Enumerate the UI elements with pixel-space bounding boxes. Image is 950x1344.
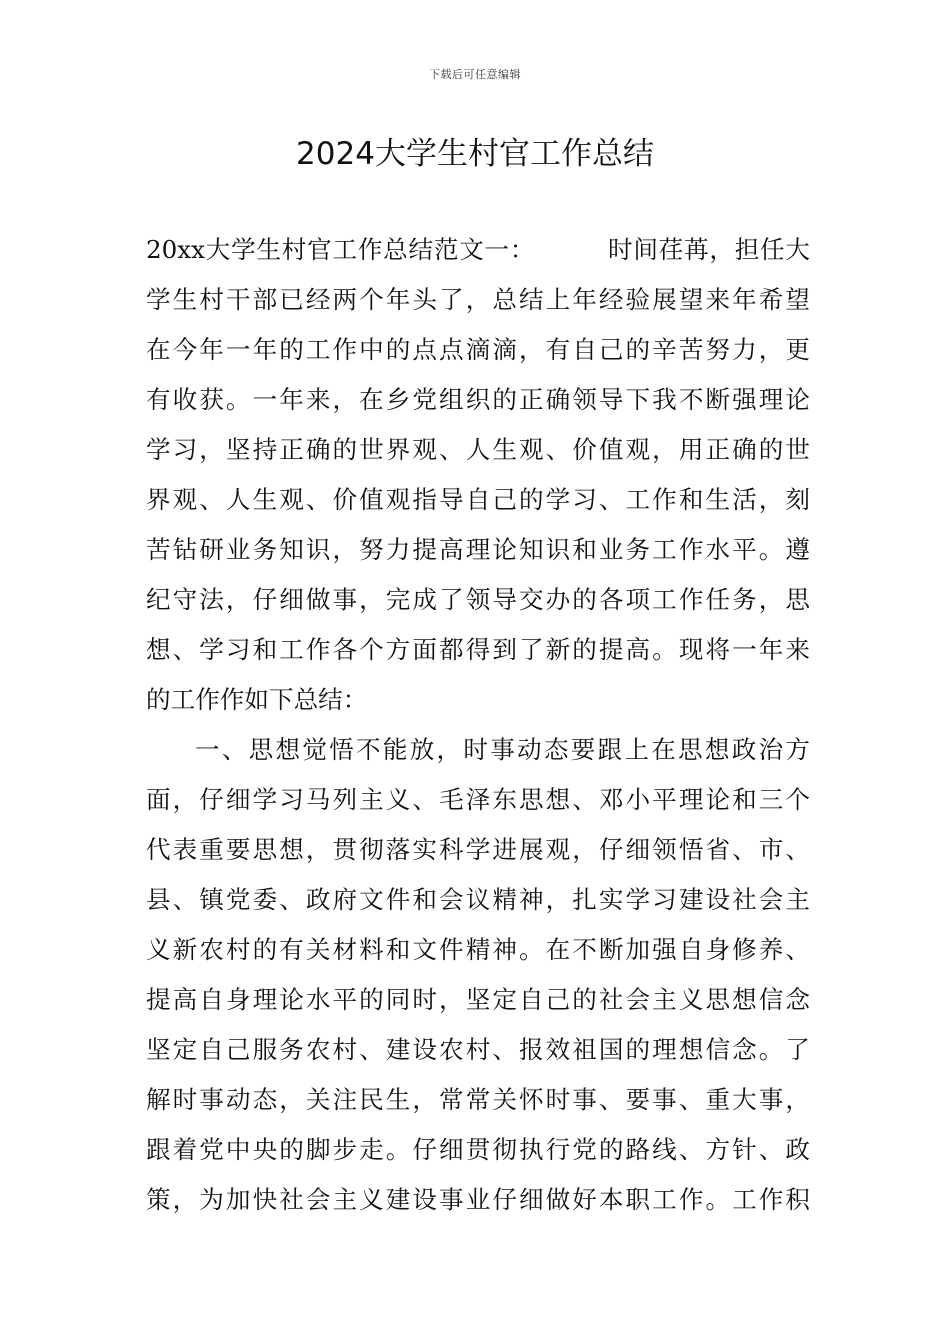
body-line: 苦钻研业务知识，努力提高理论知识和业务工作水平。遵 — [146, 535, 810, 564]
body-line: 义新农村的有关材料和文件精神。在不断加强自身修养、 — [146, 935, 810, 964]
body-line: 学生村干部已经两个年头了，总结上年经验展望来年希望 — [146, 285, 810, 314]
page-title: 2024大学生村官工作总结 — [296, 136, 654, 172]
subtitle-text: 20xx大学生村官工作总结范文一： — [146, 235, 536, 264]
body-line: 提高自身理论水平的同时，坚定自己的社会主义思想信念 — [146, 985, 810, 1014]
document-body — [146, 225, 810, 1225]
body-line: 想、学习和工作各个方面都得到了新的提高。现将一年来 — [146, 635, 810, 664]
body-line: 策，为加快社会主义建设事业仔细做好本职工作。工作积 — [146, 1185, 810, 1214]
body-line: 纪守法，仔细做事，完成了领导交办的各项工作任务，思 — [146, 585, 810, 614]
body-line: 县、镇党委、政府文件和会议精神，扎实学习建设社会主 — [146, 885, 810, 914]
body-line: 在今年一年的工作中的点点滴滴，有自己的辛苦努力，更 — [146, 335, 810, 364]
body-line: 面，仔细学习马列主义、毛泽东思想、邓小平理论和三个 — [146, 785, 810, 814]
body-line: 有收获。一年来，在乡党组织的正确领导下我不断强理论 — [146, 385, 810, 414]
header-note: 下载后可任意编辑 — [429, 68, 521, 81]
body-line: 的工作作如下总结： — [146, 685, 368, 714]
body-line: 代表重要思想，贯彻落实科学进展观，仔细领悟省、市、 — [146, 835, 810, 864]
body-line — [146, 225, 810, 275]
body-line: 界观、人生观、价值观指导自己的学习、工作和生活，刻 — [146, 485, 810, 514]
body-line: 学习，坚持正确的世界观、人生观、价值观，用正确的世 — [146, 435, 810, 464]
body-line: 坚定自己服务农村、建设农村、报效祖国的理想信念。了 — [146, 1035, 810, 1064]
body-line: 跟着党中央的脚步走。仔细贯彻执行党的路线、方针、政 — [146, 1135, 810, 1164]
body-line: 解时事动态，关注民生，常常关怀时事、要事、重大事， — [146, 1085, 810, 1114]
section-heading-line: 一、思想觉悟不能放，时事动态要跟上在思想政治方 — [195, 735, 810, 764]
body-line-text: 时间荏苒，担任大 — [607, 235, 810, 264]
